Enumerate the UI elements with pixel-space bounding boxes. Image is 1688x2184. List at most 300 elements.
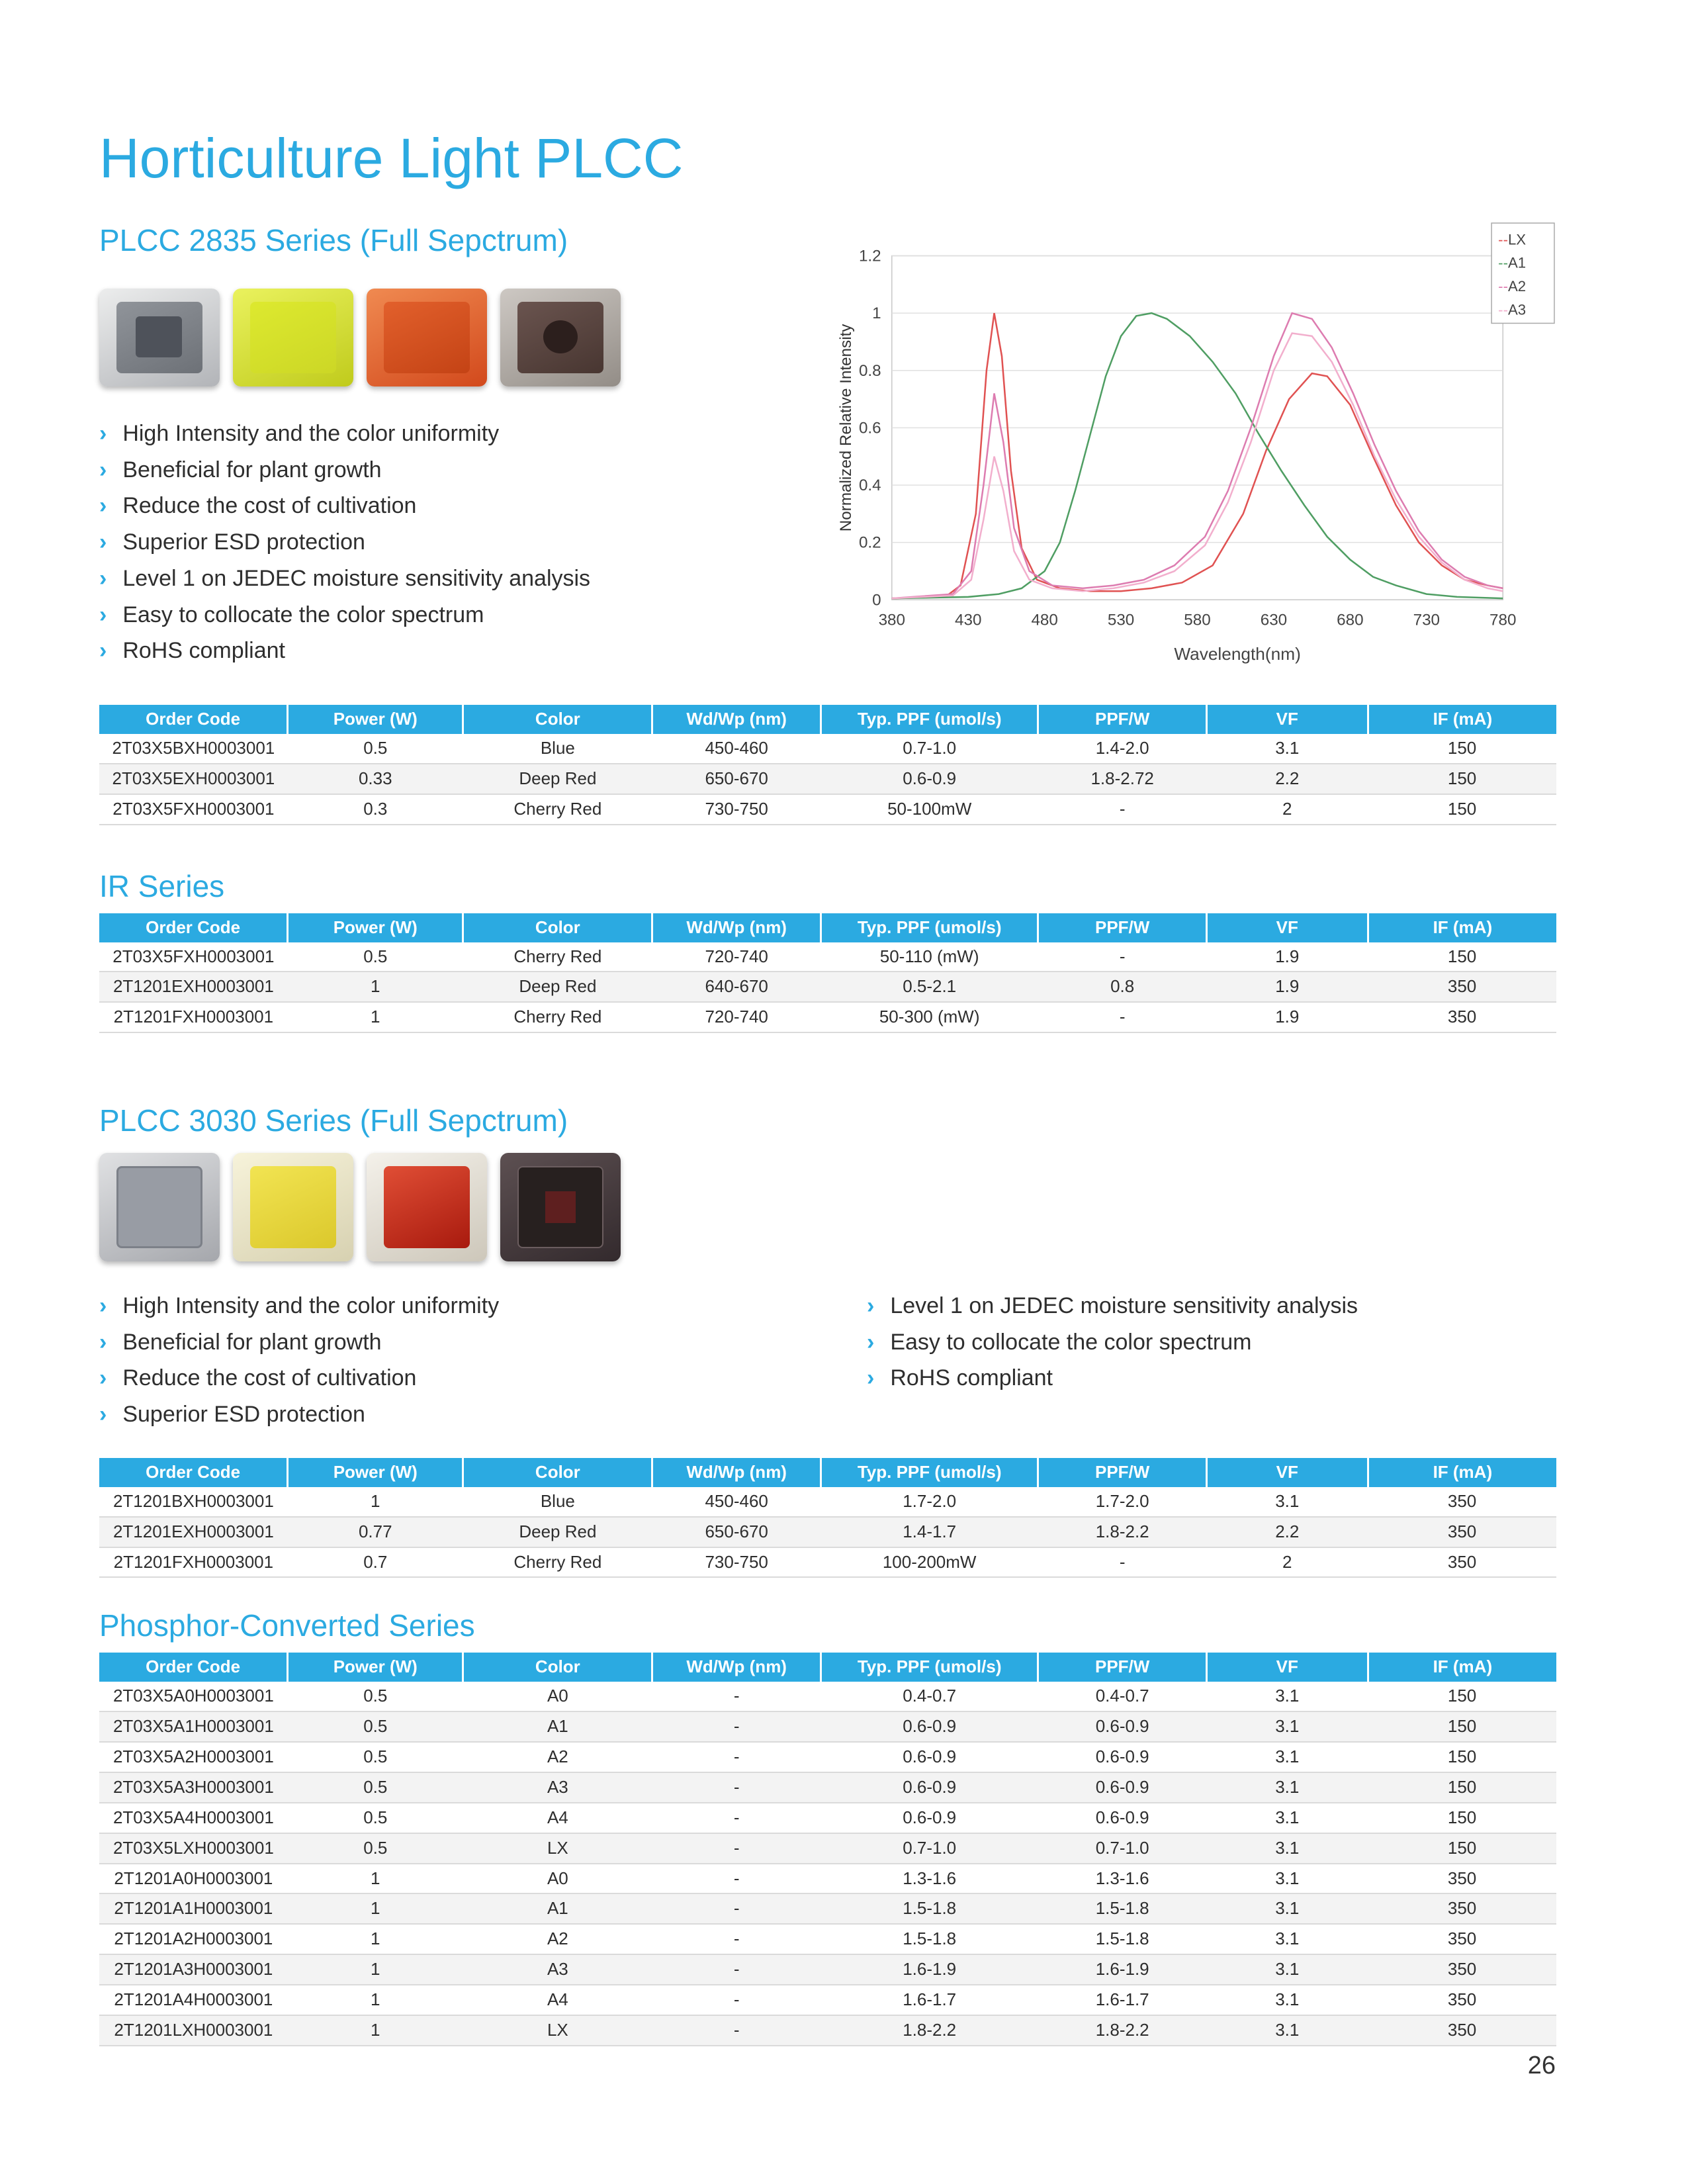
- table-row: [99, 1711, 1556, 1742]
- page-title: Horticulture Light PLCC: [99, 127, 684, 189]
- table-cell: 2T1201EXH0003001: [99, 972, 288, 1002]
- table-cell: 450-460: [652, 1487, 821, 1517]
- x-tick-label: 630: [1260, 611, 1288, 629]
- table-cell: 150: [1368, 734, 1556, 764]
- table-cell: 2T1201A0H0003001: [99, 1864, 288, 1894]
- bullet-text: Superior ESD protection: [122, 1402, 365, 1428]
- table-cell: 350: [1368, 1985, 1556, 2015]
- bullet-text: Beneficial for plant growth: [122, 457, 382, 482]
- table-cell: 0.33: [288, 764, 463, 794]
- bullet-arrow-icon: ›: [867, 1329, 875, 1355]
- x-tick-label: 730: [1413, 611, 1441, 629]
- column-header: Color: [463, 913, 652, 942]
- table-cell: -: [1038, 794, 1206, 825]
- table-cell: 650-670: [652, 1517, 821, 1547]
- bullet-text: Easy to collocate the color spectrum: [890, 1329, 1252, 1355]
- led-chip-image-white: [99, 1153, 220, 1261]
- table-cell: 1.6-1.9: [1038, 1954, 1206, 1985]
- column-header: Wd/Wp (nm): [652, 1458, 821, 1487]
- table-row: [99, 764, 1556, 794]
- table-cell: 720-740: [652, 1002, 821, 1032]
- table-cell: 1.4-1.7: [821, 1517, 1038, 1547]
- column-header: Typ. PPF (umol/s): [821, 705, 1038, 734]
- table-row: [99, 942, 1556, 972]
- table-cell: 150: [1368, 1833, 1556, 1864]
- bullet-text: Superior ESD protection: [122, 529, 365, 555]
- bullet-text: Easy to collocate the color spectrum: [122, 602, 484, 627]
- bullet-arrow-icon: ›: [99, 529, 107, 555]
- table-cell: 0.7: [288, 1547, 463, 1578]
- table-cell: 1: [288, 1487, 463, 1517]
- table-row: [99, 1547, 1556, 1578]
- table-header-row: [99, 1458, 1556, 1487]
- bullet-item: [867, 1295, 1358, 1318]
- table-row: [99, 1002, 1556, 1032]
- led-chip-image-yellow: [233, 289, 353, 387]
- feature-lists-plcc-3030: [99, 1295, 1556, 1439]
- table-cell: Cherry Red: [463, 1002, 652, 1032]
- table-cell: 2T03X5FXH0003001: [99, 942, 288, 972]
- bullet-arrow-icon: ›: [99, 493, 107, 519]
- led-chip-image-red: [367, 289, 487, 387]
- column-header: Power (W): [288, 1653, 463, 1682]
- table-cell: 2.2: [1206, 764, 1368, 794]
- table-cell: 50-300 (mW): [821, 1002, 1038, 1032]
- spectrum-chart-svg: [835, 219, 1556, 686]
- table-cell: 3.1: [1206, 734, 1368, 764]
- bullet-arrow-icon: ›: [99, 638, 107, 664]
- table-cell: A0: [463, 1864, 652, 1894]
- section-heading-plcc-2835: PLCC 2835 Series (Full Sepctrum): [99, 223, 568, 258]
- table-cell: 1.5-1.8: [821, 1924, 1038, 1954]
- table-cell: 1: [288, 972, 463, 1002]
- column-header: Typ. PPF (umol/s): [821, 1458, 1038, 1487]
- table-cell: 1.7-2.0: [821, 1487, 1038, 1517]
- table-cell: 350: [1368, 1924, 1556, 1954]
- table-cell: 720-740: [652, 942, 821, 972]
- legend-item: --A3: [1498, 301, 1527, 318]
- column-header: Order Code: [99, 913, 288, 942]
- column-header: Color: [463, 705, 652, 734]
- table-cell: 2T03X5LXH0003001: [99, 1833, 288, 1864]
- table-cell: 1.9: [1206, 942, 1368, 972]
- led-chip-die: [517, 302, 603, 373]
- table-cell: 0.6-0.9: [1038, 1803, 1206, 1833]
- x-tick-label: 380: [878, 611, 906, 629]
- table-cell: 2T03X5EXH0003001: [99, 764, 288, 794]
- table-cell: 3.1: [1206, 1893, 1368, 1924]
- table-cell: 3.1: [1206, 1772, 1368, 1803]
- led-chip-die: [517, 1166, 603, 1248]
- table-cell: 0.5: [288, 1742, 463, 1772]
- table-row: [99, 1517, 1556, 1547]
- table-cell: 1.8-2.2: [1038, 2015, 1206, 2046]
- bullet-text: Level 1 on JEDEC moisture sensitivity analysis: [122, 565, 591, 591]
- led-chip-image-ir: [500, 1153, 621, 1261]
- table-cell: 2T03X5A3H0003001: [99, 1772, 288, 1803]
- bullet-item: [99, 1367, 867, 1390]
- table-cell: A4: [463, 1803, 652, 1833]
- table-cell: 2.2: [1206, 1517, 1368, 1547]
- table-cell: 0.5: [288, 1682, 463, 1711]
- table-header-row: [99, 913, 1556, 942]
- table-row: [99, 1742, 1556, 1772]
- table-row: [99, 734, 1556, 764]
- table-cell: 3.1: [1206, 2015, 1368, 2046]
- table-cell: A3: [463, 1954, 652, 1985]
- bullet-item: [99, 567, 761, 591]
- table-cell: 2T1201FXH0003001: [99, 1002, 288, 1032]
- led-chip-die: [116, 1166, 202, 1248]
- table-cell: A2: [463, 1924, 652, 1954]
- column-header: Power (W): [288, 913, 463, 942]
- column-header: IF (mA): [1368, 1653, 1556, 1682]
- table-cell: -: [652, 1985, 821, 2015]
- column-header: Wd/Wp (nm): [652, 1653, 821, 1682]
- table-cell: 350: [1368, 1002, 1556, 1032]
- table-cell: 730-750: [652, 794, 821, 825]
- table-cell: 3.1: [1206, 1924, 1368, 1954]
- table-cell: 2T1201FXH0003001: [99, 1547, 288, 1578]
- table-row: [99, 1487, 1556, 1517]
- table-cell: 2T03X5A0H0003001: [99, 1682, 288, 1711]
- table-cell: -: [652, 2015, 821, 2046]
- led-chip-die: [250, 302, 336, 373]
- table-cell: 1.6-1.9: [821, 1954, 1038, 1985]
- x-tick-label: 430: [955, 611, 982, 629]
- x-axis-label: Wavelength(nm): [1174, 644, 1301, 664]
- y-tick-label: 1: [872, 304, 881, 323]
- section-plcc-2835-left: [99, 223, 761, 663]
- table-cell: 2T03X5A1H0003001: [99, 1711, 288, 1742]
- bullet-text: Beneficial for plant growth: [122, 1329, 382, 1355]
- x-tick-label: 780: [1489, 611, 1517, 629]
- table-cell: A1: [463, 1711, 652, 1742]
- table-cell: 1.6-1.7: [1038, 1985, 1206, 2015]
- table-cell: 0.5: [288, 734, 463, 764]
- table-cell: 50-100mW: [821, 794, 1038, 825]
- bullet-item: [99, 531, 761, 555]
- table-cell: 3.1: [1206, 1954, 1368, 1985]
- bullet-item: [99, 459, 761, 482]
- table-cell: 1.7-2.0: [1038, 1487, 1206, 1517]
- table-cell: 730-750: [652, 1547, 821, 1578]
- y-tick-label: 0: [872, 591, 881, 610]
- bullet-arrow-icon: ›: [99, 565, 107, 591]
- table-cell: 3.1: [1206, 1833, 1368, 1864]
- table-cell: Deep Red: [463, 972, 652, 1002]
- chart-legend: [1491, 223, 1554, 323]
- table-cell: 0.6-0.9: [821, 1742, 1038, 1772]
- bullet-item: [99, 1331, 867, 1355]
- column-header: IF (mA): [1368, 705, 1556, 734]
- column-header: PPF/W: [1038, 1458, 1206, 1487]
- table-cell: 0.7-1.0: [1038, 1833, 1206, 1864]
- table-cell: 0.8: [1038, 972, 1206, 1002]
- table-cell: -: [1038, 1547, 1206, 1578]
- bullet-item: [99, 1295, 867, 1318]
- table-cell: 350: [1368, 1547, 1556, 1578]
- table-cell: 0.6-0.9: [1038, 1711, 1206, 1742]
- table-row: [99, 794, 1556, 825]
- table-cell: 0.77: [288, 1517, 463, 1547]
- feature-list-plcc-3030-left: [99, 1295, 867, 1439]
- table-cell: 1.3-1.6: [1038, 1864, 1206, 1894]
- y-tick-label: 1.2: [858, 247, 881, 265]
- bullet-text: RoHS compliant: [890, 1365, 1053, 1391]
- table-cell: Cherry Red: [463, 1547, 652, 1578]
- table-cell: Cherry Red: [463, 942, 652, 972]
- bullet-text: High Intensity and the color uniformity: [122, 421, 500, 447]
- table-cell: 3.1: [1206, 1487, 1368, 1517]
- table-cell: 100-200mW: [821, 1547, 1038, 1578]
- table-cell: 0.6-0.9: [821, 1772, 1038, 1803]
- bullet-arrow-icon: ›: [99, 602, 107, 627]
- table-cell: 3.1: [1206, 1864, 1368, 1894]
- table-cell: -: [652, 1742, 821, 1772]
- table-cell: 0.6-0.9: [1038, 1742, 1206, 1772]
- column-header: Wd/Wp (nm): [652, 705, 821, 734]
- table-cell: 150: [1368, 764, 1556, 794]
- table-cell: Blue: [463, 734, 652, 764]
- table-cell: 150: [1368, 1803, 1556, 1833]
- column-header: PPF/W: [1038, 705, 1206, 734]
- table-cell: 1.8-2.2: [821, 2015, 1038, 2046]
- table-cell: 0.5: [288, 942, 463, 972]
- table-cell: 2T1201A3H0003001: [99, 1954, 288, 1985]
- bullet-arrow-icon: ›: [867, 1365, 875, 1391]
- table-cell: 650-670: [652, 764, 821, 794]
- table-cell: 2T03X5A4H0003001: [99, 1803, 288, 1833]
- bullet-item: [99, 422, 761, 446]
- column-header: Typ. PPF (umol/s): [821, 1653, 1038, 1682]
- table-cell: 0.5: [288, 1833, 463, 1864]
- led-chip-die: [384, 1166, 470, 1248]
- table-phosphor: [99, 1653, 1556, 2046]
- table-cell: 150: [1368, 794, 1556, 825]
- section-heading-plcc-3030: PLCC 3030 Series (Full Sepctrum): [99, 1103, 568, 1138]
- table-cell: -: [652, 1924, 821, 1954]
- spectrum-chart: [835, 219, 1556, 686]
- feature-list-plcc-3030-right: [867, 1295, 1358, 1439]
- section-plcc-2835: [99, 223, 1556, 696]
- table-cell: 0.4-0.7: [821, 1682, 1038, 1711]
- bullet-item: [867, 1367, 1358, 1390]
- table-cell: A4: [463, 1985, 652, 2015]
- table-cell: -: [1038, 942, 1206, 972]
- column-header: Typ. PPF (umol/s): [821, 913, 1038, 942]
- table-cell: 0.4-0.7: [1038, 1682, 1206, 1711]
- table-cell: 0.7-1.0: [821, 1833, 1038, 1864]
- table-cell: A3: [463, 1772, 652, 1803]
- table-cell: 350: [1368, 1864, 1556, 1894]
- table-cell: 1.4-2.0: [1038, 734, 1206, 764]
- table-cell: 0.3: [288, 794, 463, 825]
- table-cell: 0.5-2.1: [821, 972, 1038, 1002]
- table-cell: -: [652, 1833, 821, 1864]
- table-row: [99, 1772, 1556, 1803]
- table-cell: 2T1201LXH0003001: [99, 2015, 288, 2046]
- column-header: Color: [463, 1653, 652, 1682]
- table-row: [99, 1924, 1556, 1954]
- bullet-arrow-icon: ›: [99, 1402, 107, 1428]
- table-row: [99, 1803, 1556, 1833]
- table-cell: -: [652, 1772, 821, 1803]
- table-cell: 0.5: [288, 1711, 463, 1742]
- table-cell: Deep Red: [463, 1517, 652, 1547]
- column-header: Color: [463, 1458, 652, 1487]
- column-header: VF: [1206, 1458, 1368, 1487]
- table-cell: 350: [1368, 2015, 1556, 2046]
- table-cell: 1: [288, 1954, 463, 1985]
- y-tick-label: 0.2: [858, 533, 881, 552]
- table-cell: A0: [463, 1682, 652, 1711]
- table-ir: [99, 913, 1556, 1034]
- table-cell: 3.1: [1206, 1985, 1368, 2015]
- column-header: Power (W): [288, 1458, 463, 1487]
- column-header: IF (mA): [1368, 1458, 1556, 1487]
- table-cell: 1: [288, 1002, 463, 1032]
- table-cell: 2: [1206, 794, 1368, 825]
- table-cell: -: [652, 1893, 821, 1924]
- section-heading-phosphor: Phosphor-Converted Series: [99, 1608, 475, 1643]
- table-header-row: [99, 1653, 1556, 1682]
- table-row: [99, 972, 1556, 1002]
- table-cell: Deep Red: [463, 764, 652, 794]
- led-chip-image-yellow: [233, 1153, 353, 1261]
- table-cell: 350: [1368, 972, 1556, 1002]
- table-row: [99, 2015, 1556, 2046]
- bullet-arrow-icon: ›: [867, 1293, 875, 1319]
- table-cell: 1.3-1.6: [821, 1864, 1038, 1894]
- table-row: [99, 1864, 1556, 1894]
- table-cell: 0.7-1.0: [821, 734, 1038, 764]
- bullet-arrow-icon: ›: [99, 421, 107, 447]
- column-header: VF: [1206, 913, 1368, 942]
- bullet-item: [99, 639, 761, 663]
- bullet-arrow-icon: ›: [99, 1329, 107, 1355]
- table-cell: 1.6-1.7: [821, 1985, 1038, 2015]
- table-cell: 450-460: [652, 734, 821, 764]
- table-row: [99, 1833, 1556, 1864]
- table-cell: 2: [1206, 1547, 1368, 1578]
- table-cell: 1.5-1.8: [1038, 1893, 1206, 1924]
- bullet-text: Reduce the cost of cultivation: [122, 1365, 417, 1391]
- table-row: [99, 1985, 1556, 2015]
- table-cell: 2T03X5BXH0003001: [99, 734, 288, 764]
- bullet-text: Reduce the cost of cultivation: [122, 493, 417, 519]
- table-cell: -: [652, 1711, 821, 1742]
- led-chip-die: [250, 1166, 336, 1248]
- bullet-text: RoHS compliant: [122, 638, 285, 664]
- column-header: PPF/W: [1038, 1653, 1206, 1682]
- x-tick-label: 530: [1107, 611, 1135, 629]
- led-chip-images-3030: [99, 1153, 1556, 1261]
- table-cell: 150: [1368, 1682, 1556, 1711]
- y-tick-label: 0.8: [858, 362, 881, 381]
- table-cell: -: [652, 1803, 821, 1833]
- table-cell: 2T1201A4H0003001: [99, 1985, 288, 2015]
- table-cell: Cherry Red: [463, 794, 652, 825]
- y-axis-label: Normalized Relative Intensity: [837, 324, 856, 532]
- bullet-text: High Intensity and the color uniformity: [122, 1293, 500, 1319]
- table-cell: Blue: [463, 1487, 652, 1517]
- led-chip-image-white: [99, 289, 220, 387]
- x-tick-label: 680: [1337, 611, 1364, 629]
- table-cell: 2T1201EXH0003001: [99, 1517, 288, 1547]
- x-tick-label: 580: [1184, 611, 1211, 629]
- table-row: [99, 1682, 1556, 1711]
- table-cell: 3.1: [1206, 1682, 1368, 1711]
- legend-item: --LX: [1498, 231, 1527, 248]
- table-plcc-3030: [99, 1458, 1556, 1578]
- table-cell: 1: [288, 1924, 463, 1954]
- table-cell: 150: [1368, 1742, 1556, 1772]
- bullet-arrow-icon: ›: [99, 1365, 107, 1391]
- section-plcc-3030: [99, 1103, 1556, 1578]
- column-header: IF (mA): [1368, 913, 1556, 942]
- table-cell: 350: [1368, 1893, 1556, 1924]
- page-number: 26: [1527, 2052, 1556, 2079]
- table-cell: 1.5-1.8: [1038, 1924, 1206, 1954]
- table-cell: -: [652, 1682, 821, 1711]
- bullet-item: [99, 494, 761, 518]
- section-heading-ir: IR Series: [99, 868, 225, 903]
- table-cell: A1: [463, 1893, 652, 1924]
- bullet-text: Level 1 on JEDEC moisture sensitivity analysis: [890, 1293, 1358, 1319]
- table-cell: 150: [1368, 1772, 1556, 1803]
- bullet-item: [867, 1331, 1358, 1355]
- table-row: [99, 1893, 1556, 1924]
- table-cell: 0.6-0.9: [821, 1803, 1038, 1833]
- table-cell: 1.8-2.72: [1038, 764, 1206, 794]
- column-header: VF: [1206, 1653, 1368, 1682]
- led-chip-images-2835: [99, 289, 761, 387]
- table-cell: 3.1: [1206, 1711, 1368, 1742]
- table-cell: 350: [1368, 1487, 1556, 1517]
- table-cell: 1.9: [1206, 972, 1368, 1002]
- table-cell: 1.9: [1206, 1002, 1368, 1032]
- table-cell: 150: [1368, 1711, 1556, 1742]
- column-header: Order Code: [99, 705, 288, 734]
- led-chip-image-red: [367, 1153, 487, 1261]
- table-cell: 1: [288, 1985, 463, 2015]
- table-cell: 1: [288, 1893, 463, 1924]
- table-plcc-2835: [99, 705, 1556, 825]
- table-cell: 2T03X5A2H0003001: [99, 1742, 288, 1772]
- table-cell: 1: [288, 2015, 463, 2046]
- y-tick-label: 0.4: [858, 477, 881, 495]
- table-cell: 350: [1368, 1517, 1556, 1547]
- table-cell: -: [652, 1954, 821, 1985]
- table-cell: 150: [1368, 942, 1556, 972]
- column-header: PPF/W: [1038, 913, 1206, 942]
- bullet-arrow-icon: ›: [99, 1293, 107, 1319]
- table-cell: 0.5: [288, 1803, 463, 1833]
- table-cell: 2T03X5FXH0003001: [99, 794, 288, 825]
- bullet-item: [99, 604, 761, 627]
- table-cell: 3.1: [1206, 1742, 1368, 1772]
- table-header-row: [99, 705, 1556, 734]
- table-cell: 1.8-2.2: [1038, 1517, 1206, 1547]
- table-cell: 640-670: [652, 972, 821, 1002]
- led-chip-die: [384, 302, 470, 373]
- led-chip-die: [116, 302, 202, 373]
- bullet-item: [99, 1403, 867, 1427]
- table-cell: A2: [463, 1742, 652, 1772]
- column-header: Wd/Wp (nm): [652, 913, 821, 942]
- table-cell: -: [652, 1864, 821, 1894]
